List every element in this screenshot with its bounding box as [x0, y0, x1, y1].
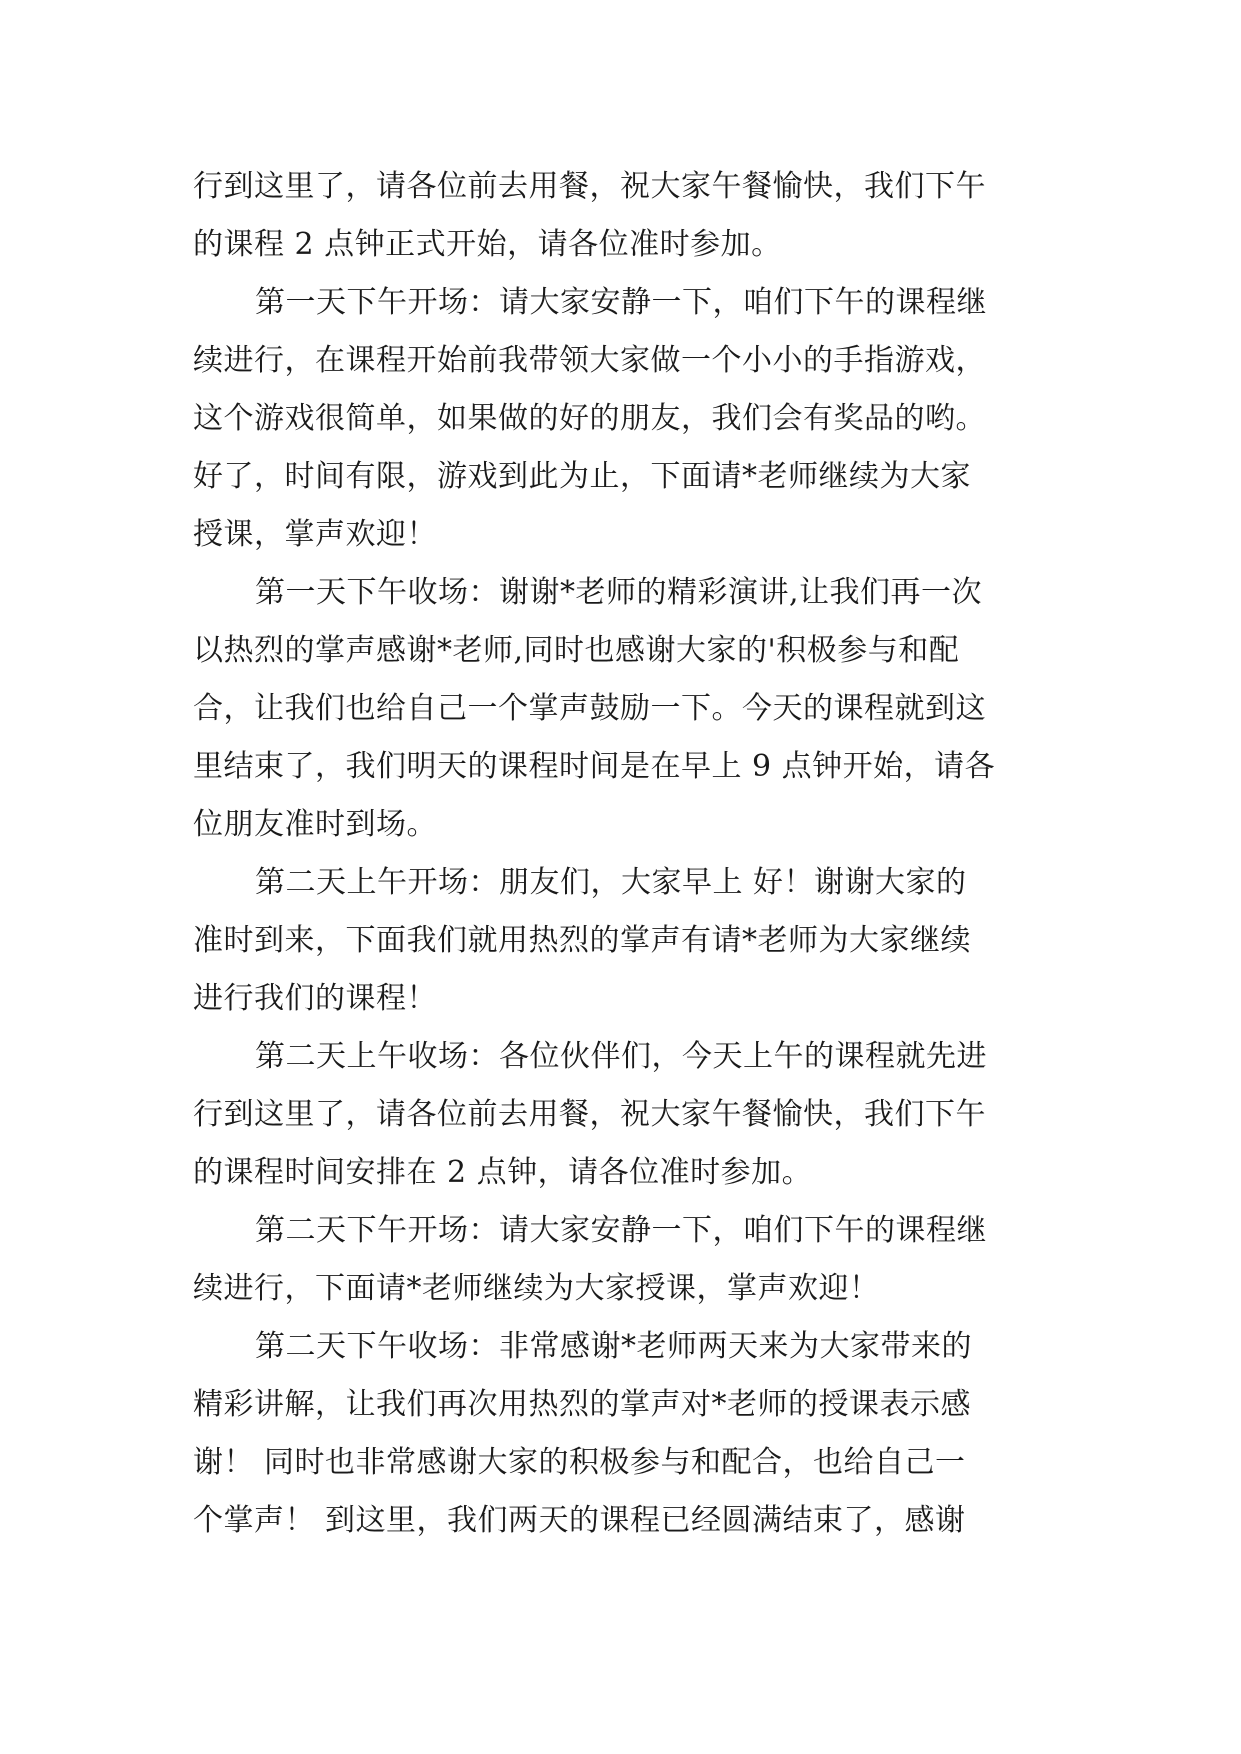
text-line: 以热烈的掌声感谢*老师,同时也感谢大家的'积极参与和配: [193, 633, 960, 668]
text-line: 的课程时间安排在 2 点钟，请各位准时参加。: [193, 1155, 813, 1190]
paragraph-start-line: 第一天下午收场：谢谢*老师的精彩演讲,让我们再一次: [255, 575, 983, 610]
text-line: 个掌声！ 到这里，我们两天的课程已经圆满结束了，感谢: [193, 1503, 966, 1538]
text-line: 行到这里了，请各位前去用餐，祝大家午餐愉快，我们下午: [193, 1097, 986, 1132]
text-line: 里结束了，我们明天的课程时间是在早上 9 点钟开始，请各: [193, 749, 996, 784]
paragraph-start-line: 第二天下午收场：非常感谢*老师两天来为大家带来的: [255, 1329, 972, 1364]
text-line: 精彩讲解，让我们再次用热烈的掌声对*老师的授课表示感: [193, 1387, 971, 1422]
text-line: 的课程 2 点钟正式开始，请各位准时参加。: [193, 227, 782, 262]
text-line: 好了，时间有限，游戏到此为止，下面请*老师继续为大家: [193, 459, 971, 494]
text-line: 这个游戏很简单，如果做的好的朋友，我们会有奖品的哟。: [193, 401, 986, 436]
paragraph-start-line: 第二天上午收场：各位伙伴们，今天上午的课程就先进: [255, 1039, 987, 1074]
text-line: 谢！ 同时也非常感谢大家的积极参与和配合，也给自己一: [193, 1445, 966, 1480]
text-line: 行到这里了，请各位前去用餐，祝大家午餐愉快，我们下午: [193, 169, 986, 204]
paragraph-start-line: 第二天上午开场：朋友们，大家早上 好！谢谢大家的: [255, 865, 967, 900]
paragraph-start-line: 第二天下午开场：请大家安静一下，咱们下午的课程继: [255, 1213, 987, 1248]
paragraph-start-line: 第一天下午开场：请大家安静一下，咱们下午的课程继: [255, 285, 987, 320]
body-text: [193, 158, 1053, 1550]
text-line: 续进行，在课程开始前我带领大家做一个小小的手指游戏，: [193, 343, 986, 378]
text-line: 授课，掌声欢迎！: [193, 517, 437, 552]
text-line: 续进行，下面请*老师继续为大家授课，掌声欢迎！: [193, 1271, 880, 1306]
text-line: 位朋友准时到场。: [193, 807, 437, 842]
text-line: 合，让我们也给自己一个掌声鼓励一下。今天的课程就到这: [193, 691, 986, 726]
text-line: 准时到来，下面我们就用热烈的掌声有请*老师为大家继续: [193, 923, 971, 958]
text-line: 进行我们的课程！: [193, 981, 437, 1016]
